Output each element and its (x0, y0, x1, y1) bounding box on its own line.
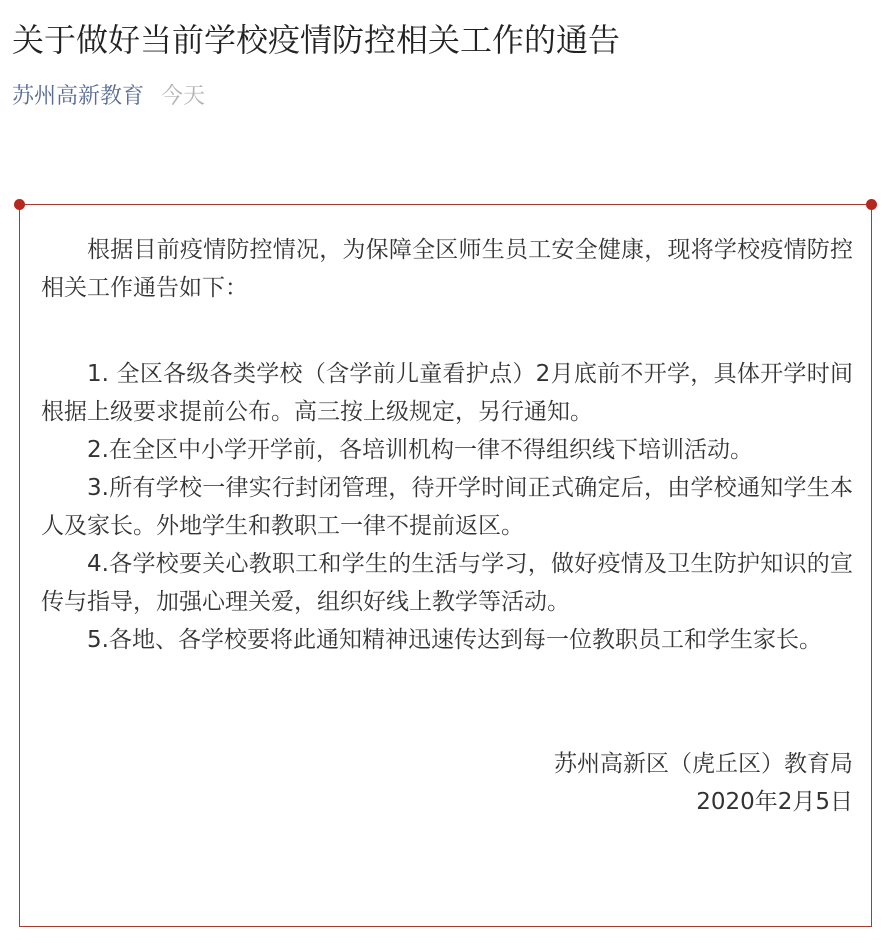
article-title: 关于做好当前学校疫情防控相关工作的通告 (12, 21, 621, 59)
notice-signature: 苏州高新区（虎丘区）教育局 (554, 751, 853, 777)
notice-item-2: 2.在全区中小学开学前，各培训机构一律不得组织线下培训活动。 (87, 437, 753, 463)
notice-item-4: 4.各学校要关心教职工和学生的生活与学习，做好疫情及卫生防护知识的宣传与指导，加强心理关爱，组织好线上教学等活动。 (41, 551, 853, 615)
notice-item-3: 3.所有学校一律实行封闭管理，待开学时间正式确定后，由学校通知学生本人及家长。外地学生和教职工一律不提前返区。 (41, 475, 853, 539)
notice-content (41, 231, 853, 821)
notice-box (19, 204, 872, 927)
spacer (41, 307, 853, 355)
corner-dot-icon (14, 199, 25, 210)
notice-item-1: 1. 全区各级各类学校（含学前儿童看护点）2月底前不开学，具体开学时间根据上级要求提前公布。高三按上级规定，另行通知。 (41, 361, 853, 425)
article-meta (12, 80, 205, 114)
publish-date: 今天 (161, 84, 206, 109)
account-name-link[interactable]: 苏州高新教育 (12, 84, 145, 109)
corner-dot-icon (866, 199, 877, 210)
notice-intro: 根据目前疫情防控情况，为保障全区师生员工安全健康，现将学校疫情防控相关工作通告如下： (41, 237, 853, 301)
spacer (41, 659, 853, 745)
notice-item-5: 5.各地、各学校要将此通知精神迅速传达到每一位教职员工和学生家长。 (87, 627, 822, 653)
notice-sign-date: 2020年2月5日 (696, 789, 853, 815)
